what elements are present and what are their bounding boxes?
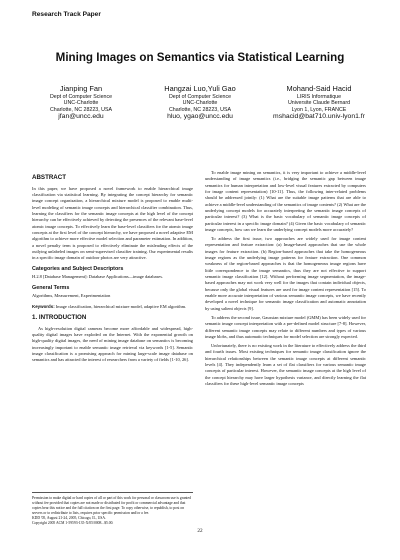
author-org: UNC-Charlotte (182, 100, 218, 107)
body-paragraph: To enable image mining on semantics, it is very important to achieve a middle-level understanding of image semantics (i.e., bridging the semantic gap between image semantics for human interpretation and low-level visual features extracted by computers for image content representation) [10-11]. Thus, the following inter-related problems should be addressed jointly: (1) What are the suitable image patterns that are able to achieve a middle-level understanding of the semantics of image contents? (2) What are the underlying concept models for accurately interpreting the semantic image concepts of particular interest? (3) What is the basic vocabulary of semantic image concepts of particular interest in a specific image domain? (4) Given the basic vocabulary of semantic image concepts, how can we learn the underlying concept models more accurately? (205, 170, 366, 232)
permission-notice: Permission to make digital or hard copies of all or part of this work for personal or classroom use is granted without fee provided that copies are not made or distributed for profit or commercial advantage and that copies bear this notice and the full citation on the first page. To copy otherwise, to republish, to post on servers or to redistribute to lists, requires prior specific permission and/or a fee. (32, 496, 191, 515)
author-3 (260, 85, 378, 121)
author-name: Hangzai Luo,Yuli Gao (164, 84, 236, 93)
general-terms-text: Algorithms, Measurement, Experimentation (32, 293, 111, 299)
keywords-label: Keywords: (32, 303, 55, 309)
abstract-heading: ABSTRACT (32, 174, 67, 181)
right-column (205, 170, 366, 390)
copyright-line: Copyright 2005 ACM 1-59593-135-X/05/0008...$5.00. (32, 520, 114, 525)
paper-title: Mining Images on Semantics via Statistical Learning (55, 51, 345, 64)
categories-heading: Categories and Subject Descriptors (32, 265, 124, 272)
copyright-footnote (32, 492, 193, 526)
author-email: hluo, ygao@uncc.edu (167, 112, 233, 120)
author-dept: Dept of Computer Science (49, 93, 113, 100)
body-paragraph: To address the first issue, two approaches are widely used for image content representation and feature extraction: (a) Image-based approaches that use the whole images for feature extraction. (b) Region-based approaches that take the homogeneous image regions as the underlying image patterns for feature extraction. One common weakness of the region-based approaches is that the homogeneous image regions have little correspondence to the image semantics, thus they are not effective to support semantic image classification [12]. Without performing image segmentation, the image-based approaches may not work very well for the images that contain individual objects, because only the global visual features are used for image content representation [15]. To enable more accurate interpretation of various semantic image concepts, we have recently developed a novel technique for semantic image classification and automatic annotation by using salient objects [9]. (205, 236, 366, 311)
keywords (32, 304, 193, 310)
abstract-text: In this paper, we have proposed a novel framework to enable hierarchical image classification via statistical learning. By integrating the concept hierarchy for semantic image concept organization, a hierarchical mixture model is proposed to enable multi-level modeling of semantic image concepts and hierarchical classifier combination. Thus, learning the classifiers for the semantic image concepts at the high level of the concept hierarchy can be effectively achieved by detecting the presences of the relevant base-level atomic image concepts. To effectively learn the base-level classifiers for the atomic image concepts at the first level of the concept hierarchy, we have proposed a novel adaptive EM algorithm to achieve more effective model selection and parameter estimation. In addition, a novel penalty term is proposed to effectively eliminate the misleading effects of the outlying unlabeled images on semi-supervised classifier training. Our experimental results in a specific image domain of outdoor photos are very attractive. (32, 185, 193, 261)
author-email: mshacid@bat710.univ-lyon1.fr (273, 112, 365, 120)
keywords-text: Image classification, hierarchical mixture model, adaptive EM algorithm. (55, 303, 187, 309)
author-dept: Dept of Computer Science (168, 93, 232, 100)
author-name: Mohand-Said Hacid (286, 84, 352, 93)
page-number: 22 (197, 528, 203, 534)
body-paragraph: Unfortunately, there is no existing work in the literature to effectively address the third and fourth issues. Most existing techniques for semantic image classification ignore the hierarchical relationships between the semantic image concepts at different semantic levels [4]. They independently learn a set of flat classifiers for various semantic image concepts of particular interest. However, the semantic image concepts at the high level of the concept hierarchy may have larger hypothesis variance, and directly learning the flat classifiers for these high-level semantic image concepts (205, 343, 366, 386)
author-1 (22, 85, 140, 121)
track-label: Research Track Paper (32, 11, 101, 18)
body-paragraph: To address the second issue, Gaussian mixture model (GMM) has been widely used for semantic image concept interpretation with a pre-defined model structure [7-8]. However, different semantic image concepts may relate to different numbers and types of various image blobs, and thus automatic techniques for model selection are strongly expected. (205, 314, 366, 339)
author-location: Charlotte, NC 28223, USA (49, 106, 113, 113)
author-name: Jianping Fan (59, 84, 103, 93)
general-terms-heading: General Terms (32, 284, 70, 291)
author-org: UNC-Charlotte (63, 100, 99, 107)
introduction-paragraph: As high-resolution digital cameras become more affordable and widespread, high-quality digital images have exploded on the Internet. With the exponential growth on high-quality digital images, the need of mining image database on semantics is becoming increasingly important to enable semantic image retrieval via keywords [1-5]. Semantic image classification is a promising approach for mining large-scale image database on semantics and has attracted the interest of researchers from a variety of fields [1-10, 26]. (32, 325, 193, 363)
left-column (32, 170, 193, 367)
introduction-heading: 1. INTRODUCTION (32, 313, 87, 321)
conference-line: KDD '05, August 21-24, 2005, Chicago, IL, USA. (32, 515, 106, 520)
author-org: Universite Claude Bernard (287, 100, 351, 107)
author-block (22, 85, 378, 121)
author-location: Charlotte, NC 28223, USA (168, 106, 232, 113)
author-location: Lyon 1, Lyon, FRANCE (291, 106, 347, 113)
author-dept: LIRIS Informatique (296, 93, 342, 100)
author-email: jfan@uncc.edu (58, 112, 104, 120)
categories-text: H.2.8 [Database Management]: Database Applications—image databases. (32, 274, 164, 280)
author-2 (141, 85, 259, 121)
